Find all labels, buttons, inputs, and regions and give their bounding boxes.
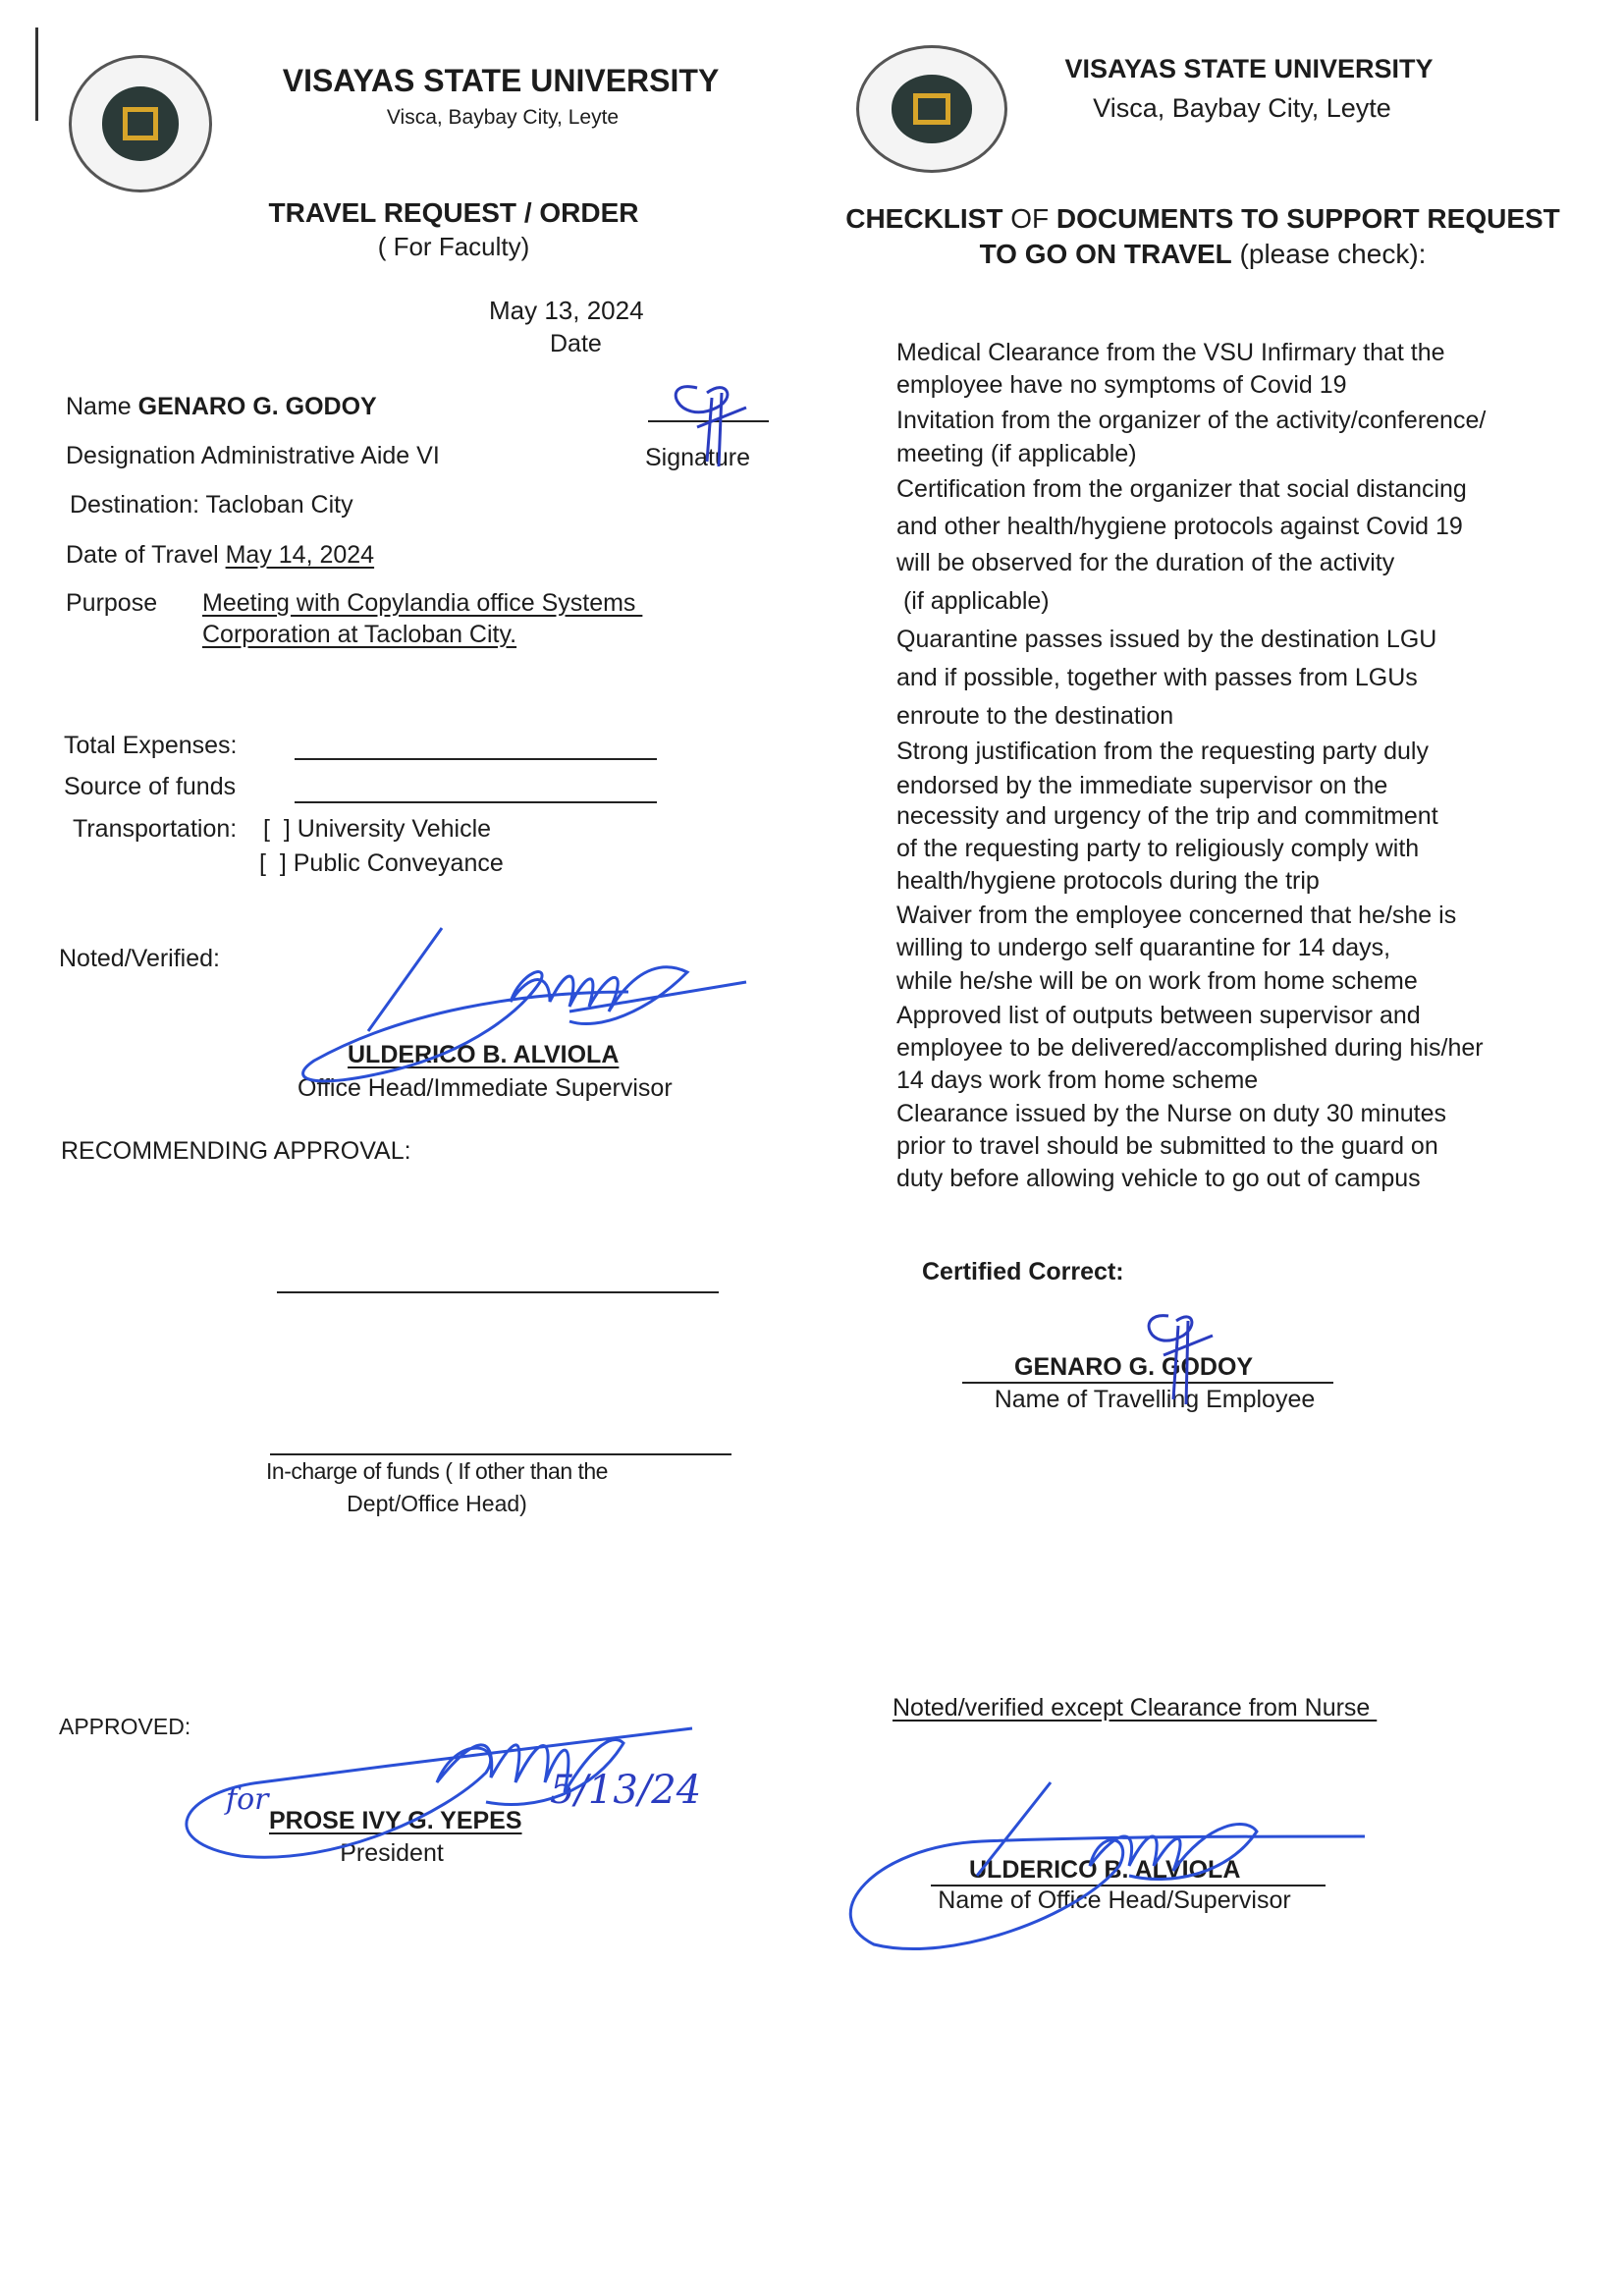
travel-date-label: Date of Travel [66,541,219,569]
checklist-line: and other health/hygiene protocols against Covid 19 [896,513,1463,540]
checklist-line: enroute to the destination [896,702,1174,730]
checklist-line: willing to undergo self quarantine for 14 days, [896,934,1391,961]
form-subtitle: ( For Faculty) [377,232,530,261]
purpose-line-2: Corporation at Tacloban City. [202,621,517,648]
recommending-approval-label: RECOMMENDING APPROVAL: [61,1137,411,1165]
checklist-line: Approved list of outputs between supervisor and [896,1002,1421,1029]
employee-name: GENARO G. GODOY [1014,1353,1254,1381]
employee-signature-left [638,368,776,506]
travel-date-value: May 14, 2024 [225,541,375,569]
checklist-line: Invitation from the organizer of the activity/conference/ [896,407,1487,434]
purpose-line-1: Meeting with Copylandia office Systems [202,589,643,617]
date-label: Date [550,330,602,357]
approver-name: PROSE IVY G. YEPES [269,1807,522,1834]
employee-caption: Name of Travelling Employee [994,1386,1316,1413]
checklist-title: CHECKLIST OF DOCUMENTS TO SUPPORT REQUEST [845,203,1560,234]
checklist-line: health/hygiene protocols during the trip [896,867,1320,895]
destination-value: Tacloban City [205,491,353,519]
noted-supervisor-title: Office Head/Immediate Supervisor [298,1074,673,1102]
checklist-line: Waiver from the employee concerned that he/she is [896,902,1457,929]
transport-option-university-vehicle[interactable]: [ ] University Vehicle [263,815,492,843]
checklist-line: (if applicable) [896,587,1050,615]
university-name: VISAYAS STATE UNIVERSITY [282,63,720,98]
checkbox[interactable]: [ ] [259,849,287,877]
designation-label: Designation [66,442,196,469]
approved-label: APPROVED: [59,1714,191,1739]
travel-date-field [66,541,374,570]
approver-title: President [340,1839,444,1867]
checklist-line: employee to be delivered/accomplished during his/her [896,1034,1484,1062]
margin-mark [35,27,38,121]
signature-label: Signature [645,444,751,471]
checklist-line: while he/she will be on work from home scheme [896,967,1418,995]
noted-supervisor-name: ULDERICO B. ALVIOLA [348,1041,620,1068]
noted-verified-label: Noted/Verified: [59,945,220,972]
designation-value: Administrative Aide VI [200,442,440,469]
destination-field [70,491,353,519]
transportation-label: Transportation: [73,815,238,843]
purpose-label: Purpose [66,589,158,617]
approval-handwritten-date: 5/13/24 [550,1768,702,1813]
funds-caption-line-1: In-charge of funds ( If other than the [266,1458,608,1484]
supervisor-caption: Name of Office Head/Supervisor [938,1886,1291,1914]
checklist-line: 14 days work from home scheme [896,1066,1259,1094]
university-seal-logo-right [856,45,1007,173]
funds-signature-line [270,1453,731,1455]
checklist-line: Strong justification from the requesting party duly [896,738,1429,765]
university-address: Visca, Baybay City, Leyte [386,106,620,129]
recommending-signature-line [277,1291,719,1293]
checkbox[interactable]: [ ] [263,815,291,843]
checklist-line: duty before allowing vehicle to go out of campus [896,1165,1421,1192]
source-of-funds-label: Source of funds [64,773,237,800]
destination-label: Destination: [70,491,200,519]
transport-option-public-conveyance[interactable]: [ ] Public Conveyance [259,849,504,877]
total-expenses-line[interactable] [295,758,657,760]
designation-field [66,442,440,470]
form-title: TRAVEL REQUEST / ORDER [268,197,639,228]
name-field [66,393,377,421]
name-value: GENARO G. GODOY [137,393,377,420]
checklist-line: will be observed for the duration of the activity [896,549,1395,576]
university-seal-logo [69,55,212,192]
request-date: May 13, 2024 [489,296,644,325]
university-address-right: Visca, Baybay City, Leyte [1093,93,1391,123]
checklist-title-line-2: TO GO ON TRAVEL (please check): [979,239,1427,269]
checklist-line: endorsed by the immediate supervisor on the [896,772,1388,799]
funds-caption-line-2: Dept/Office Head) [347,1491,527,1516]
checklist-line: employee have no symptoms of Covid 19 [896,371,1347,399]
university-name-right: VISAYAS STATE UNIVERSITY [1064,54,1434,83]
supervisor-name: ULDERICO B. ALVIOLA [969,1856,1241,1884]
name-label: Name [66,393,132,420]
checklist-line: Clearance issued by the Nurse on duty 30 minutes [896,1100,1447,1127]
checklist-line: Medical Clearance from the VSU Infirmary that the [896,339,1445,366]
employee-signature-line [962,1382,1333,1384]
source-of-funds-line[interactable] [295,801,657,803]
signature-line [648,420,769,422]
checklist-line: prior to travel should be submitted to the guard on [896,1132,1438,1160]
approver-prefix-handwritten: for [226,1782,269,1817]
checklist-line: and if possible, together with passes from LGUs [896,664,1418,691]
checklist-line: Quarantine passes issued by the destination LGU [896,626,1437,653]
checklist-line: necessity and urgency of the trip and commitment [896,802,1438,830]
total-expenses-label: Total Expenses: [64,732,238,759]
noted-verified-note: Noted/verified except Clearance from Nurse [893,1694,1378,1722]
checklist-line: of the requesting party to religiously comply with [896,835,1420,862]
checklist-line: meeting (if applicable) [896,440,1137,467]
checklist-line: Certification from the organizer that social distancing [896,475,1467,503]
certified-correct-label: Certified Correct: [922,1258,1124,1285]
